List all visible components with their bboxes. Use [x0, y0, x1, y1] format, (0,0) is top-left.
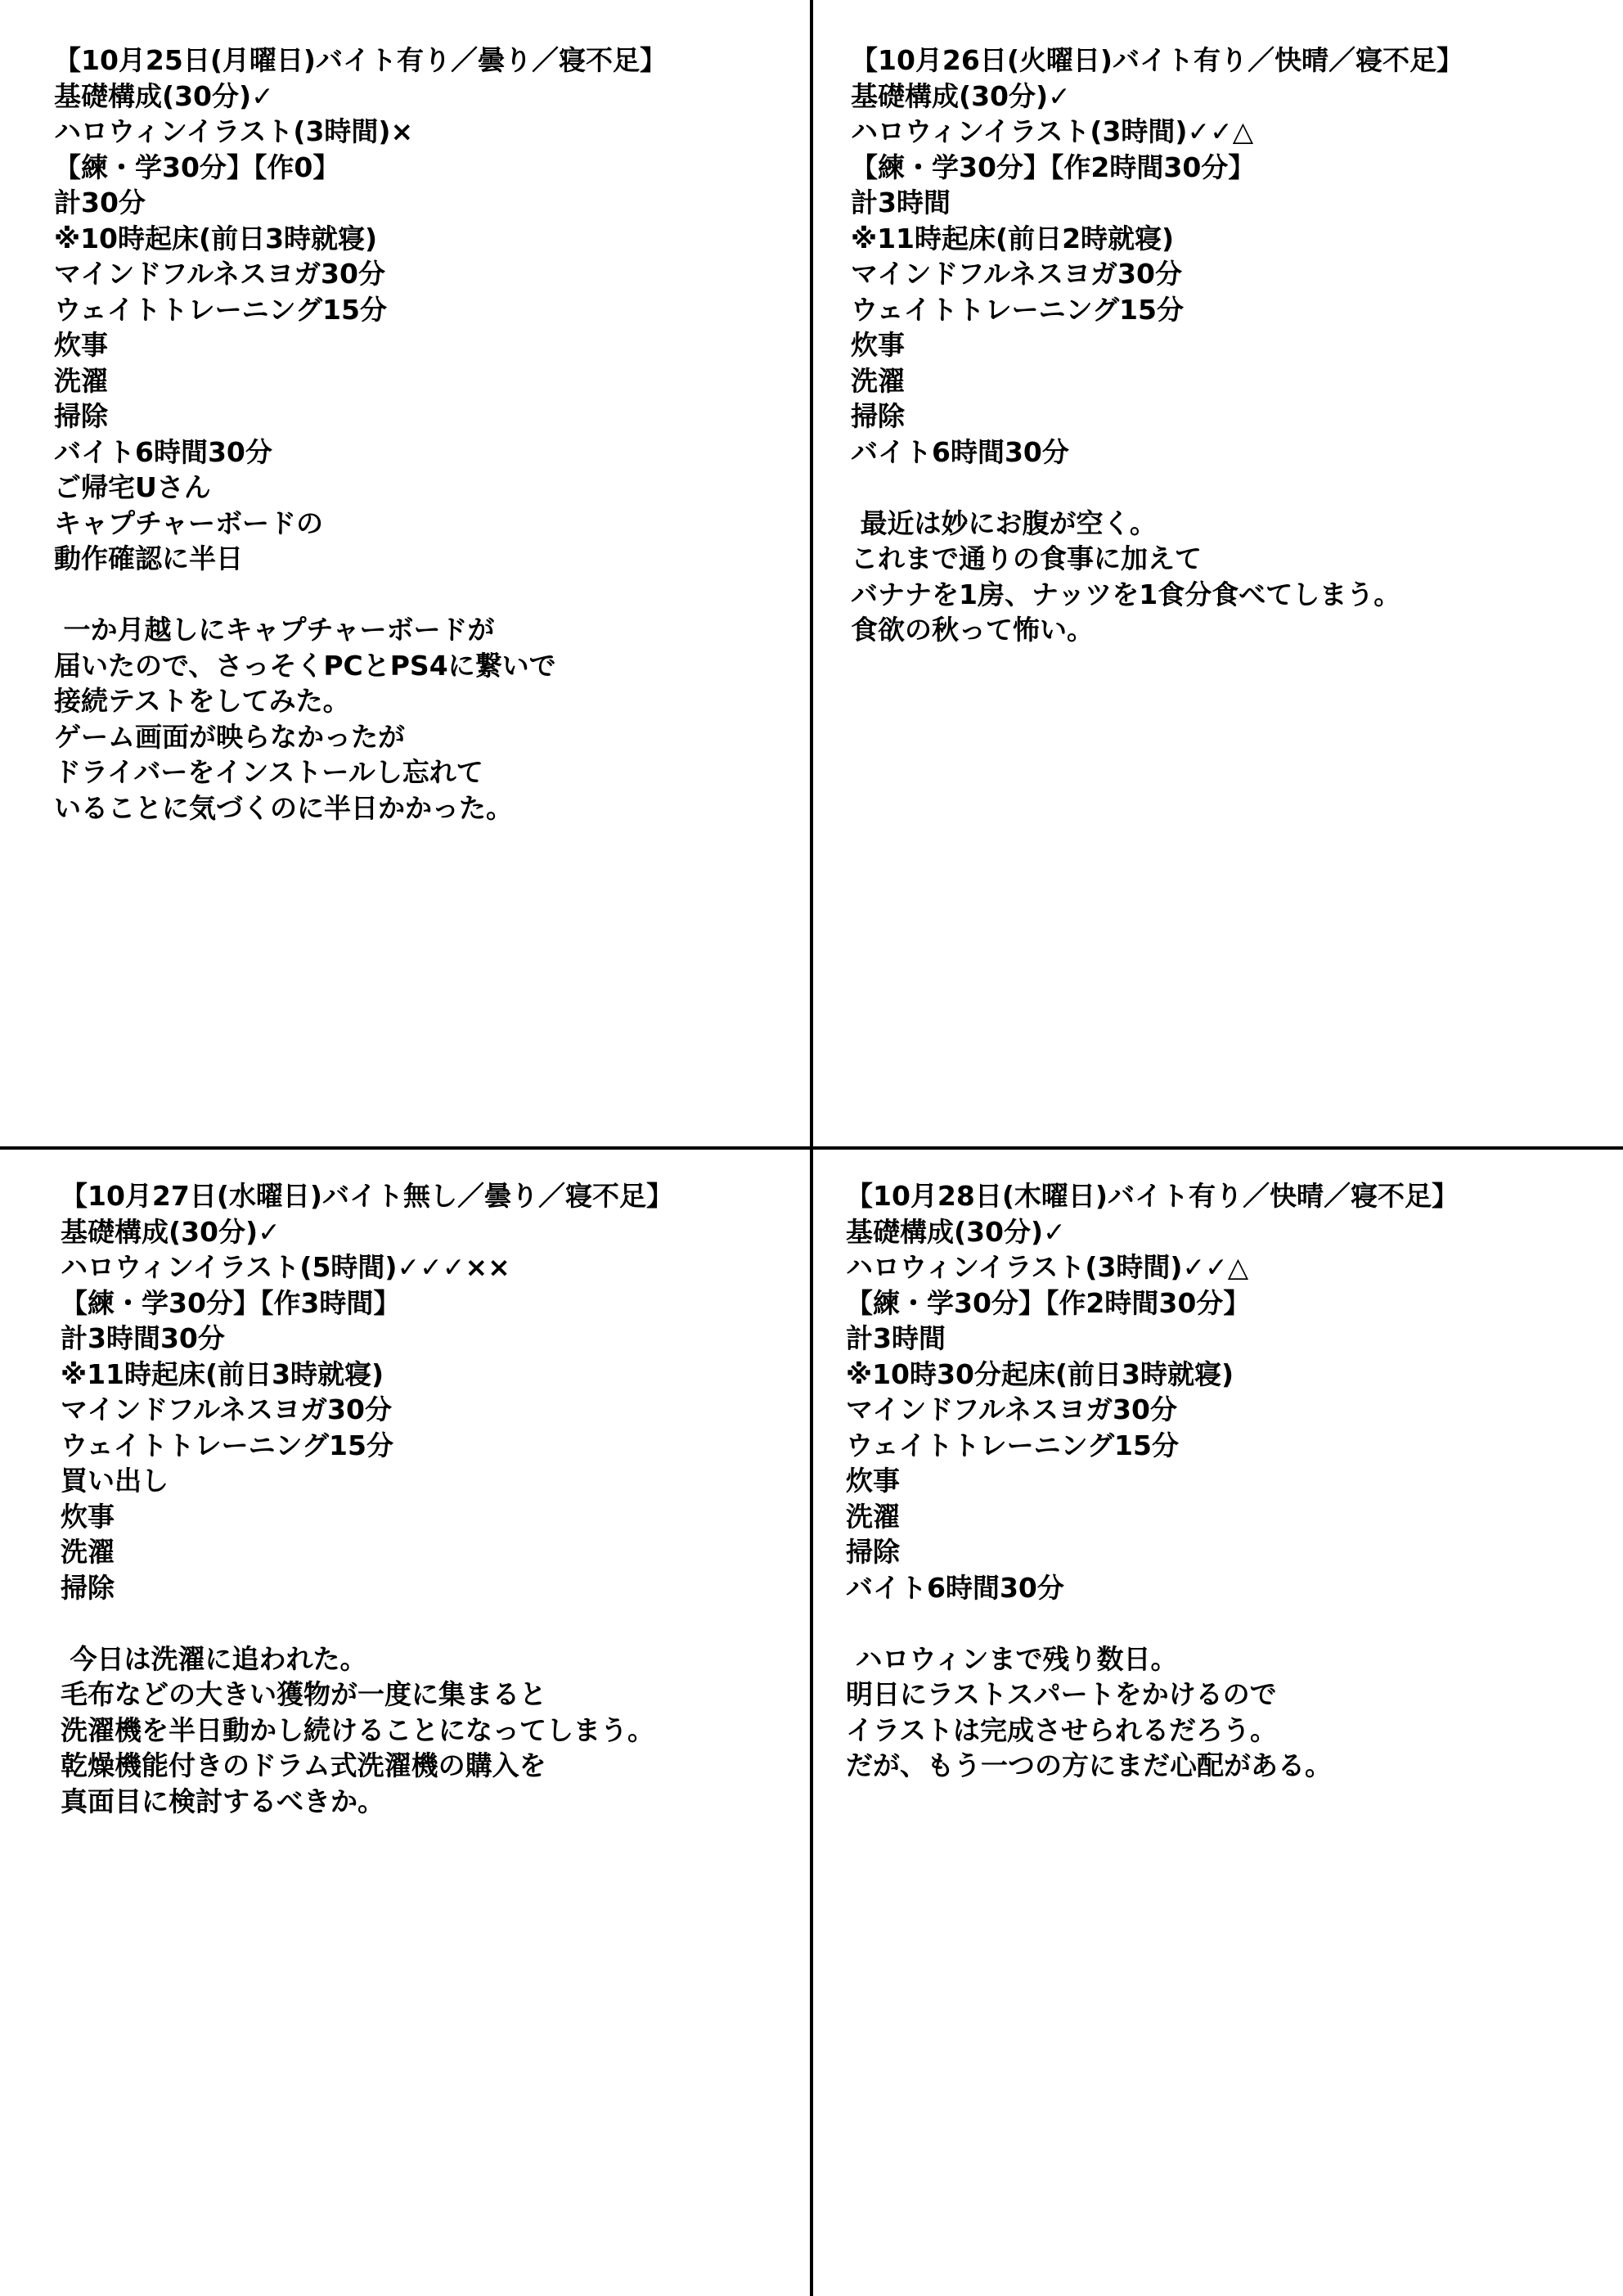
entry-line: ゲーム画面が映らなかったが: [54, 720, 405, 753]
entry-line: ハロウィンまで残り数日。: [846, 1642, 1178, 1675]
entry-line: 洗濯: [54, 364, 108, 397]
entry-line: 接続テストをしてみた。: [54, 685, 350, 717]
entry-line: ウェイトトレーニング15分: [54, 293, 387, 326]
entry-line: 計3時間: [846, 1322, 946, 1354]
entry-line: 毛布などの大きい獲物が一度に集まると: [61, 1678, 546, 1710]
blank-line: [54, 577, 807, 613]
entry-line: 基礎構成(30分)✓: [54, 79, 274, 112]
entry-line: 乾燥機能付きのドラム式洗濯機の購入を: [61, 1749, 546, 1781]
entry-line: 今日は洗濯に追われた。: [61, 1642, 367, 1675]
blank-line: [61, 1605, 813, 1641]
entry-line: 洗濯: [846, 1500, 900, 1533]
entry-line: 掃除: [54, 400, 108, 432]
entry-line: バイト6時間30分: [851, 435, 1069, 468]
entry-line: ハロウィンイラスト(3時間)×: [54, 115, 414, 147]
entry-line: マインドフルネスヨガ30分: [61, 1393, 392, 1425]
entry-line: バイト6時間30分: [54, 435, 272, 468]
entry-line: マインドフルネスヨガ30分: [846, 1393, 1177, 1425]
entry-line: バイト6時間30分: [846, 1571, 1064, 1604]
entry-line: 買い出し: [61, 1465, 169, 1497]
diary-panel-oct-27: [61, 1178, 813, 1819]
entry-line: 炊事: [851, 329, 905, 361]
blank-line: [851, 470, 1603, 506]
entry-line: 届いたので、さっそくPCとPS4に繋いで: [54, 649, 556, 682]
entry-line: 洗濯機を半日動かし続けることになってしまう。: [61, 1713, 654, 1746]
entry-line: ウェイトトレーニング15分: [851, 293, 1184, 326]
entry-line: 動作確認に半日: [54, 542, 243, 574]
entry-line: ※11時起床(前日3時就寝): [61, 1357, 384, 1390]
entry-line: 計3時間: [851, 187, 951, 218]
entry-line: バナナを1房、ナッツを1食分食べてしまう。: [851, 578, 1401, 610]
entry-line: ウェイトトレーニング15分: [61, 1429, 393, 1461]
entry-line: 掃除: [61, 1571, 115, 1604]
entry-heading: 【10月28日(木曜日)バイト有り／快晴／寝不足】: [846, 1180, 1459, 1212]
entry-line: だが、もう一つの方にまだ心配がある。: [846, 1749, 1332, 1781]
entry-line: 一か月越しにキャプチャーボードが: [54, 614, 495, 646]
entry-line: 計30分: [54, 187, 146, 218]
entry-line: 炊事: [54, 329, 108, 361]
entry-line: 炊事: [61, 1500, 115, 1533]
entry-line: キャプチャーボードの: [54, 506, 324, 539]
entry-line: 掃除: [851, 400, 905, 432]
entry-line: ハロウィンイラスト(3時間)✓✓△: [851, 115, 1254, 147]
horizontal-divider: [0, 1146, 1623, 1150]
diary-panel-oct-26: [851, 43, 1603, 648]
entry-heading: 【10月27日(水曜日)バイト無し／曇り／寝不足】: [61, 1180, 674, 1212]
entry-line: 食欲の秋って怖い。: [851, 614, 1094, 646]
entry-line: 基礎構成(30分)✓: [61, 1215, 281, 1248]
entry-line: マインドフルネスヨガ30分: [54, 258, 385, 290]
entry-line: 洗濯: [851, 364, 905, 397]
entry-line: 明日にラストスパートをかけるので: [846, 1678, 1277, 1710]
entry-line: 洗濯: [61, 1536, 115, 1568]
entry-line: 【練・学30分】【作0】: [54, 151, 340, 183]
entry-line: ハロウィンイラスト(5時間)✓✓✓××: [61, 1251, 510, 1283]
entry-line: 【練・学30分】【作2時間30分】: [846, 1286, 1251, 1319]
diary-panel-oct-25: [54, 43, 807, 826]
entry-line: ※10時30分起床(前日3時就寝): [846, 1357, 1234, 1390]
entry-heading: 【10月26日(火曜日)バイト有り／快晴／寝不足】: [851, 44, 1464, 76]
entry-line: 最近は妙にお腹が空く。: [851, 506, 1157, 539]
entry-line: ドライバーをインストールし忘れて: [54, 756, 483, 788]
entry-line: いることに気づくのに半日かかった。: [54, 791, 513, 824]
entry-line: ※11時起床(前日2時就寝): [851, 222, 1175, 254]
entry-line: 真面目に検討するべきか。: [61, 1785, 384, 1817]
entry-line: これまで通りの食事に加えて: [851, 542, 1202, 574]
entry-line: マインドフルネスヨガ30分: [851, 258, 1182, 290]
entry-line: ウェイトトレーニング15分: [846, 1429, 1179, 1461]
entry-line: ハロウィンイラスト(3時間)✓✓△: [846, 1251, 1249, 1283]
entry-line: ご帰宅Uさん: [54, 471, 211, 503]
entry-line: 計3時間30分: [61, 1322, 225, 1354]
entry-line: 基礎構成(30分)✓: [851, 79, 1071, 112]
diary-panel-oct-28: [846, 1178, 1598, 1784]
entry-heading: 【10月25日(月曜日)バイト有り／曇り／寝不足】: [54, 44, 668, 76]
entry-line: 掃除: [846, 1536, 900, 1568]
entry-line: 【練・学30分】【作2時間30分】: [851, 151, 1256, 183]
entry-line: 基礎構成(30分)✓: [846, 1215, 1066, 1248]
blank-line: [846, 1605, 1598, 1641]
entry-line: ※10時起床(前日3時就寝): [54, 222, 378, 254]
entry-line: 【練・学30分】【作3時間】: [61, 1286, 401, 1319]
entry-line: 炊事: [846, 1465, 900, 1497]
entry-line: イラストは完成させられるだろう。: [846, 1713, 1278, 1746]
